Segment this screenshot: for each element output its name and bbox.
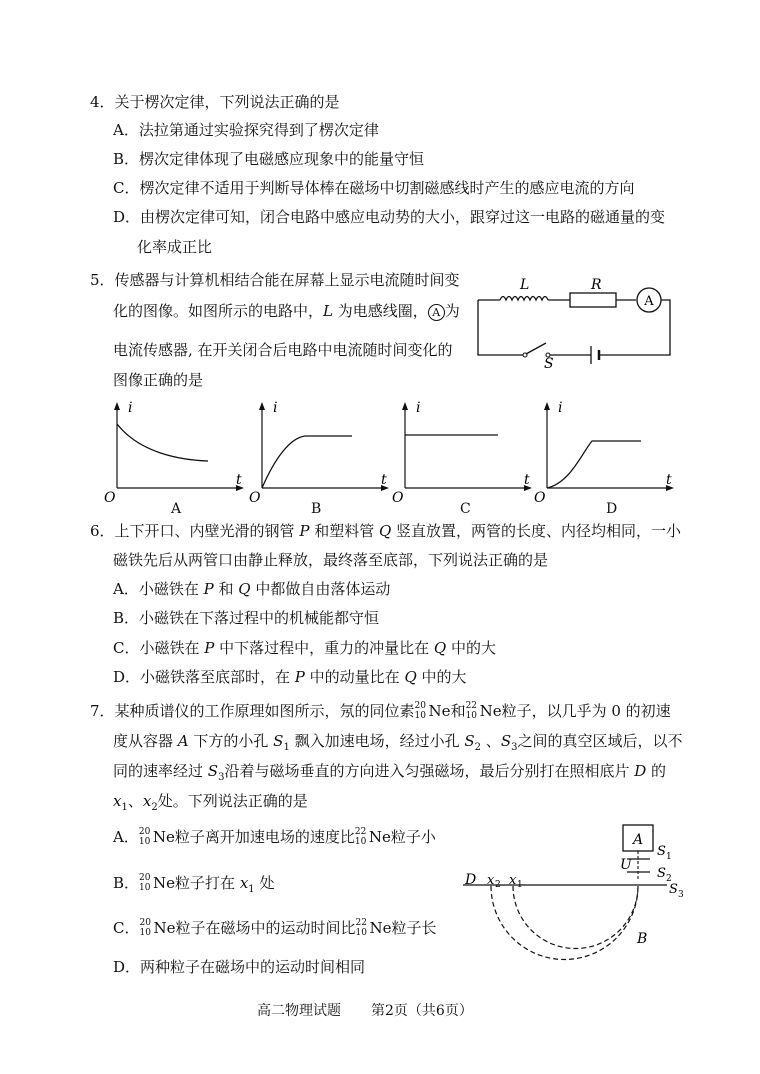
svg-text:A: A — [632, 832, 644, 848]
svg-text:D: D — [465, 872, 477, 888]
q5-line3: 电流传感器, 在开关闭合后电路中电流随时间变化的 — [113, 341, 453, 359]
svg-text:1: 1 — [666, 852, 672, 862]
svg-text:3: 3 — [678, 890, 684, 900]
svg-text:U: U — [620, 857, 632, 873]
q4-option-a: A．法拉第通过实验探究得到了楞次定律 — [113, 121, 379, 139]
q4-option-c: C．楞次定律不适用于判断导体棒在磁场中切割磁感线时产生的感应电流的方向 — [113, 179, 635, 197]
q7-option-d: D．两种粒子在磁场中的运动时间相同 — [113, 958, 366, 976]
q7-line4: $x_1$、$x_2$处。下列说法正确的是 — [113, 792, 308, 813]
q7-mass-spectrometer-diagram — [455, 820, 700, 970]
q5-graph-c — [388, 398, 538, 518]
svg-text:S: S — [657, 844, 666, 859]
q5-graph-a — [100, 398, 250, 518]
q7-option-b: B． 20 10 Ne粒子打在 $x_1$ 处 — [113, 873, 275, 895]
footer-subject: 高二物理试题 — [257, 1003, 341, 1019]
path-inner — [513, 886, 638, 949]
svg-text:2: 2 — [666, 874, 672, 884]
inductor-coil — [500, 297, 548, 301]
svg-text:O: O — [104, 490, 116, 506]
curve-a — [117, 424, 208, 461]
ammeter-symbol: A — [428, 304, 445, 321]
q6-line1: 6．上下开口、内壁光滑的钢管 P 和塑料管 Q 竖直放置，两管的长度、内径均相同，一小 — [90, 522, 682, 540]
curve-b — [262, 436, 352, 488]
svg-text:t: t — [381, 472, 387, 488]
q7-line3: 同的速率经过 $S_3$沿着与磁场垂直的方向进入匀强磁场，最后分别打在照相底片 D 的 — [113, 762, 667, 783]
svg-text:i: i — [273, 400, 278, 416]
svg-text:i: i — [128, 400, 133, 416]
svg-text:O: O — [534, 490, 546, 506]
q7-line2: 度从容器 A 下方的小孔 $S_1$ 飘入加速电场，经过小孔 $S_2$ 、$S_3$之间的真空区域后，以不 — [113, 732, 683, 753]
q5-graph-d-label: D — [606, 501, 618, 517]
q5-graph-d — [530, 398, 680, 518]
q4-option-d-cont: 化率成正比 — [137, 238, 213, 256]
q7-line1: 7．某种质谱仪的工作原理如图所示，氖的同位素 20 10 Ne和 22 10 Ne粒子，以几乎为 0 的初速 — [90, 701, 671, 721]
isotope-ne20: 20 10 — [414, 701, 426, 721]
ammeter-label: A — [644, 294, 654, 309]
footer-page-number: 第2页（共6页） — [371, 1003, 473, 1019]
svg-text:t: t — [236, 472, 242, 488]
q6-option-d: D．小磁铁落至底部时，在 P 中的动量比在 Q 中的大 — [113, 668, 467, 686]
svg-text:1: 1 — [517, 880, 523, 890]
svg-text:i: i — [558, 400, 563, 416]
q6-option-b: B．小磁铁在下落过程中的机械能都守恒 — [113, 609, 380, 627]
svg-text:t: t — [666, 472, 672, 488]
label-R: R — [591, 277, 602, 293]
q5-line1: 5．传感器与计算机相结合能在屏幕上显示电流随时间变 — [90, 271, 460, 289]
resistor — [570, 293, 616, 307]
curve-d — [547, 441, 641, 488]
q5-graph-c-label: C — [460, 501, 471, 517]
label-L: L — [520, 277, 530, 293]
label-S: S — [544, 356, 554, 370]
q5-graph-a-label: A — [171, 501, 182, 517]
svg-text:2: 2 — [495, 880, 501, 890]
q4-stem: 4．关于楞次定律，下列说法正确的是 — [90, 93, 340, 111]
q7-option-c: C． 20 10 Ne粒子在磁场中的运动时间比 22 10 Ne粒子长 — [113, 918, 437, 938]
q6-option-c: C．小磁铁在 P 中下落过程中，重力的冲量比在 Q 中的大 — [113, 639, 496, 657]
q4-option-d: D．由楞次定律可知，闭合电路中感应电动势的大小，跟穿过这一电路的磁通量的变 — [113, 208, 666, 226]
svg-text:x: x — [509, 873, 517, 888]
svg-text:O: O — [249, 490, 261, 506]
svg-text:x: x — [487, 873, 495, 888]
svg-text:t: t — [524, 472, 530, 488]
q7-option-a: A． 20 10 Ne粒子离开加速电场的速度比 22 10 Ne粒子小 — [113, 827, 436, 847]
q5-circuit-diagram — [470, 270, 680, 370]
svg-text:S: S — [669, 882, 678, 897]
svg-text:O: O — [392, 490, 404, 506]
q5-line2: 化的图像。如图所示的电路中，L 为电感线圈， A 为 — [113, 302, 460, 320]
q5-graph-b-label: B — [311, 501, 322, 517]
svg-text:i: i — [416, 400, 421, 416]
svg-text:B: B — [637, 931, 648, 947]
svg-text:S: S — [657, 866, 666, 881]
q6-line2: 磁铁先后从两管口由静止释放，最终落至底部，下列说法正确的是 — [113, 551, 549, 569]
path-outer — [491, 886, 638, 960]
q5-graph-b — [245, 398, 395, 518]
q5-line4: 图像正确的是 — [113, 371, 204, 389]
switch-arm — [526, 343, 546, 354]
isotope-ne22: 22 10 — [465, 701, 478, 721]
q4-option-b: B．楞次定律体现了电磁感应现象中的能量守恒 — [113, 150, 425, 168]
q6-option-a: A．小磁铁在 P 和 Q 中都做自由落体运动 — [113, 580, 391, 598]
